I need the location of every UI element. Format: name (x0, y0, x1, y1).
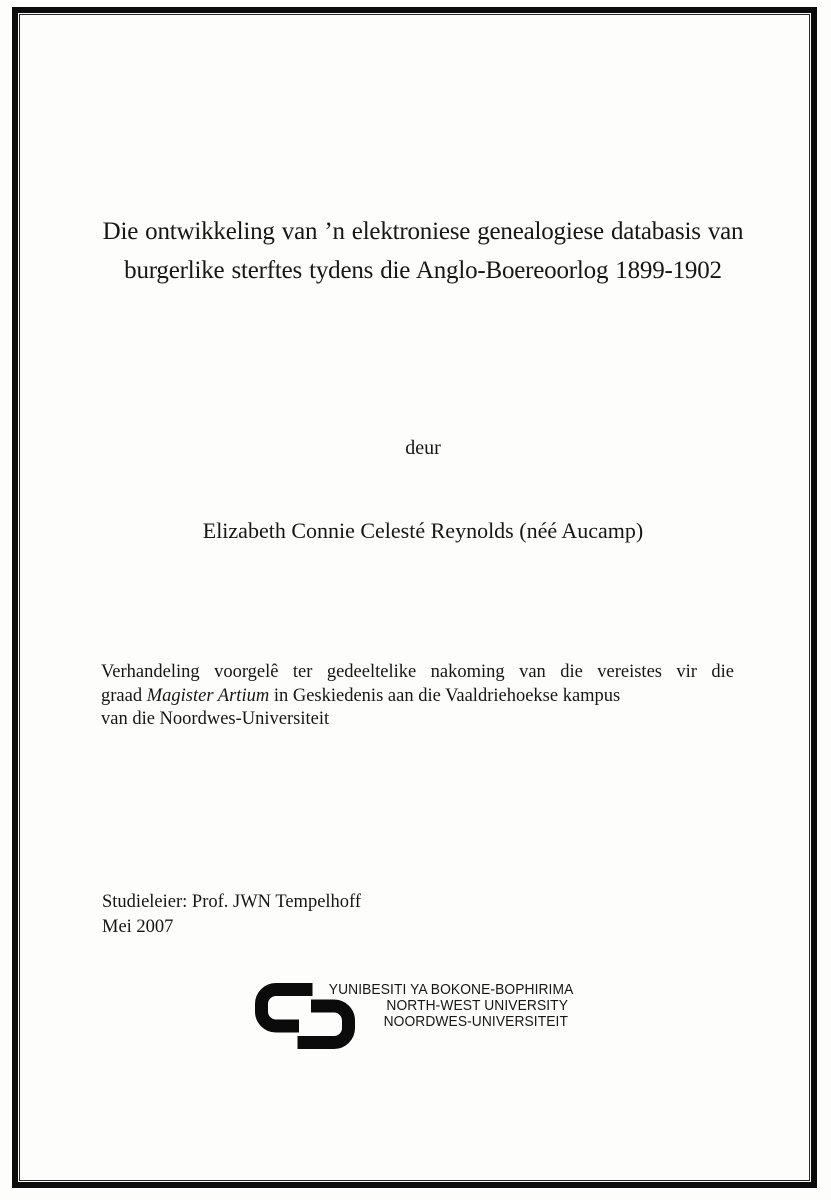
submission-line3: van die Noordwes-Universiteit (101, 709, 330, 729)
submission-line2 (101, 685, 734, 709)
submission-statement (101, 661, 734, 732)
university-wordmark (328, 981, 574, 1031)
author-name: Elizabeth Connie Celesté Reynolds (néé Aucamp) (202, 518, 644, 543)
supervisor-line: Studieleier: Prof. JWN Tempelhoff (102, 892, 362, 912)
date-line: Mei 2007 (102, 916, 174, 937)
university-name-afrikaans: NOORDWES-UNIVERSITEIT (383, 1013, 568, 1031)
thesis-title-line2: burgerlike sterftes tydens die Anglo-Boereoorlog 1899-1902 (124, 257, 722, 284)
submission-line2-suffix: in Geskiedenis aan die Vaaldriehoekse kampus (269, 685, 621, 706)
submission-line2-prefix: graad (101, 685, 147, 706)
thesis-title (15, 212, 831, 290)
university-name-english: NORTH-WEST UNIVERSITY (386, 997, 568, 1015)
thesis-title-line1: Die ontwikkeling van ’n elektroniese genealogiese databasis van (102, 218, 744, 245)
byline-deur: deur (405, 437, 441, 459)
submission-line1: Verhandeling voorgelê ter gedeeltelike nakoming van die vereistes vir die (101, 662, 734, 682)
university-name-setswana: YUNIBESITI YA BOKONE-BOPHIRIMA (328, 981, 574, 998)
degree-name: Magister Artium (146, 685, 270, 706)
supervisor-block (102, 890, 361, 939)
